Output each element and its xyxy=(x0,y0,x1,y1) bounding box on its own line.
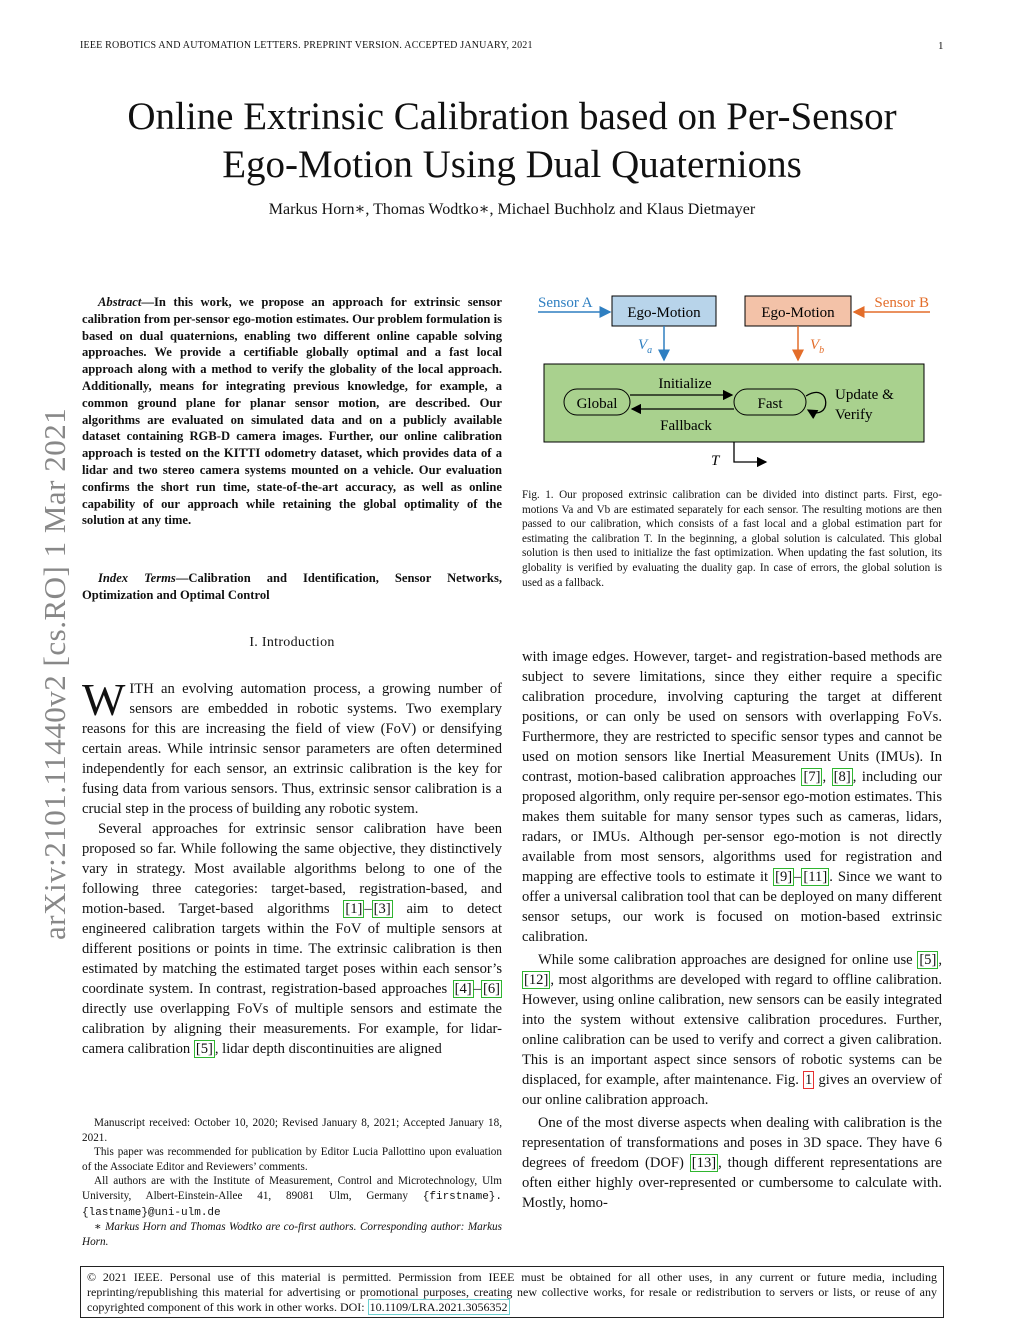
introduction-body xyxy=(82,674,502,1059)
figure-1-diagram xyxy=(520,288,940,476)
paper-title xyxy=(80,93,944,189)
intro-paragraph-1: ITH an evolving automation process, a growing number of sensors are embedded in robotic systems. Two exemplary reasons for this are increasing the field of view (FoV) or densifying certain areas. While intrinsic sensor parameters are often determined independently for each sensor, an extrinsic calibration is the key for fusing data from various sensors. Thus, extrinsic sensor calibration is a crucial step in the process of building any robotic system. xyxy=(82,681,502,817)
right-paragraph-2: While some calibration approaches are designed for online use [5] , [12] , most algorithms are developed with regard to offline calibration. However, using online calibration, new sensors can be easily integrated into the system without extensive calibration procedures. Further, online calibration can be used to verify and correct a given calibration. This is an important aspect since sensors of robotic systems can be displaced, for example, after maintenance. Fig. 1 gives an overview of our online calibration approach. xyxy=(522,952,942,1108)
footnotes xyxy=(82,1116,502,1249)
title-line-1: Online Extrinsic Calibration based on Per-Sensor xyxy=(127,95,897,138)
copyright-text: © 2021 IEEE. Personal use of this material is permitted. Permission from IEEE must be obtained for all other uses, in any current or future media, including reprinting/republishing this material for advertising or promotional purposes, creating new collective works, for resale or redistribution to servers or lists, or reuse of any copyrighted component of this work in other works. DOI: 10.1109/LRA.2021.3056352 xyxy=(87,1270,937,1314)
citation-link[interactable]: [7] xyxy=(803,769,821,785)
dropcap-letter: W xyxy=(82,674,126,725)
title-line-2: Ego-Motion Using Dual Quaternions xyxy=(222,143,802,186)
abstract-label: Abstract xyxy=(98,295,142,309)
figure-reference-link[interactable]: 1 xyxy=(805,1072,813,1088)
citation-link[interactable]: [5] xyxy=(919,952,937,968)
global-label: Global xyxy=(576,396,618,412)
ego-motion-a-label: Ego-Motion xyxy=(627,305,701,321)
citation-link[interactable]: [13] xyxy=(691,1155,717,1171)
arxiv-stamp: arXiv:2101.11440v2 [cs.RO] 1 Mar 2021 xyxy=(37,407,72,940)
abstract-text: —In this work, we propose an approach for extrinsic sensor calibration from per-sensor ego-motion estimates. Our problem formulation is based on dual quaternions, enabling two different online capable solving approaches. We provide a certifiable globally optimal and a fast local approach along with a method to verify the globality of the local approach. Additionally, means for integrating previous knowledge, for example, a common ground plane for planar sensor motion, are described. Our algorithms are evaluated on simulated data and on a publicly available dataset containing RGB-D camera images. Further, our online calibration approach is tested on the KITTI odometry dataset, which provides data of a lidar and two stereo camera systems mounted on a vehicle. Our evaluation confirms the short run time, state-of-the-art accuracy, as well as online capability of our approach while retaining the global optimality of the solution at any time. xyxy=(82,295,502,528)
citation-link[interactable]: [12] xyxy=(524,972,549,988)
fast-label: Fast xyxy=(757,396,783,412)
initialize-label: Initialize xyxy=(658,376,712,392)
t-output-arrow xyxy=(734,442,766,462)
footnote-received: Manuscript received: October 10, 2020; Revised January 8, 2021; Accepted January 18, 2021. xyxy=(82,1117,502,1144)
authors: Markus Horn∗, Thomas Wodtko∗, Michael Buchholz and Klaus Dietmayer xyxy=(268,201,756,218)
fallback-label: Fallback xyxy=(660,418,712,434)
index-terms-label: Index Terms xyxy=(98,571,176,585)
author-email: {firstname}.{lastname}@uni-ulm.de xyxy=(82,1190,502,1219)
index-terms-text: —Calibration and Identification, Sensor Networks, Optimization and Optimal Control xyxy=(82,571,502,602)
index-terms xyxy=(82,570,502,604)
section-heading-introduction: I. Introduction xyxy=(249,635,335,650)
footnote-affiliation: All authors are with the Institute of Measurement, Control and Microtechnology, Ulm University, Albert-Einstein-Allee 41, 89081 Ulm, Germany {firstname}.{lastname}@uni-ulm.de xyxy=(82,1175,502,1219)
citation-link[interactable]: [9] xyxy=(775,869,793,885)
update-label-line-2: Verify xyxy=(835,407,873,423)
sensor-a-label: Sensor A xyxy=(538,295,593,311)
citation-link[interactable]: [3] xyxy=(373,901,391,917)
right-column-body xyxy=(522,647,942,1213)
sensor-b-label: Sensor B xyxy=(874,295,929,311)
vb-label: $V_b$ xyxy=(810,337,825,356)
figure-1-caption: Fig. 1. Our proposed extrinsic calibration can be divided into distinct parts. First, ego-motions Va and Vb are estimated separately for each sensor. The resulting motions are then passed to our calibration, which consists of a fast local and a global estimation part for estimating the calibration T. In the beginning, a global solution is calculated. This global solution is then used to initialize the fast optimization. When updating the fast solution, its globality is verified by evaluating the duality gap. In case of errors, the global solution is used as a fallback. xyxy=(522,489,942,589)
citation-link[interactable]: [4] xyxy=(454,981,472,997)
va-label: $V_a$ xyxy=(638,337,653,356)
citation-link[interactable]: [8] xyxy=(833,769,851,785)
update-label-line-1: Update & xyxy=(835,387,894,403)
ego-motion-b-label: Ego-Motion xyxy=(761,305,835,321)
running-head: IEEE ROBOTICS AND AUTOMATION LETTERS. PREPRINT VERSION. ACCEPTED JANUARY, 2021 xyxy=(80,40,533,51)
abstract xyxy=(82,294,502,529)
right-paragraph-1: with image edges. However, target- and registration-based methods are subject to severe limitations, since they either require a specific calibration procedure, involving capturing the target at different positions, or can only be used on sensors with overlapping FoVs. Furthermore, they are restricted to specific sensor types and cannot be used on motion sensors like Inertial Measurement Units (IMUs). In contrast, motion-based calibration approaches [7] , [8] , including our proposed algorithm, only require per-sensor ego-motion estimates. This makes them suitable for many sensor types such as cameras, lidars, radars, or IMUs. Although per-sensor ego-motion is not directly available from most sensors, algorithms used for registration and mapping are effective tools to estimate it [9] – [11] . Since we want to offer a universal calibration tool that can be deployed on many different sensor setups, our work is focused on motion-based extrinsic calibration. xyxy=(522,649,942,945)
citation-link[interactable]: [5] xyxy=(195,1041,213,1057)
t-label: T xyxy=(711,453,720,469)
citation-link[interactable]: [1] xyxy=(345,901,363,917)
footnote-recommended: This paper was recommended for publication by Editor Lucia Pallottino upon evaluation of the Associate Editor and Reviewers’ comments. xyxy=(82,1146,502,1173)
citation-link[interactable]: [11] xyxy=(803,869,828,885)
page-number: 1 xyxy=(938,40,944,52)
doi-link[interactable]: 10.1109/LRA.2021.3056352 xyxy=(369,1300,508,1314)
copyright-notice-box xyxy=(80,1266,944,1318)
citation-link[interactable]: [6] xyxy=(482,981,500,997)
footnote-cofirst: ∗ Markus Horn and Thomas Wodtko are co-first authors. Corresponding author: Markus Horn. xyxy=(82,1221,502,1248)
intro-paragraph-2: Several approaches for extrinsic sensor calibration have been proposed so far. While following the same objective, they distinctively vary in strategy. Most available algorithms belong to one of the following three categories: target-based, registration-based, and motion-based. Target-based algorithms [1] – [3] aim to detect engineered calibration targets within the FoV of multiple sensors at different positions or points in time. The extrinsic calibration is then estimated by matching the estimated target poses within each sensor’s coordinate system. In contrast, registration-based approaches [4] – [6] directly use overlapping FoVs of multiple sensors and estimate the calibration by aligning their measurements. For example, for lidar-camera calibration [5] , lidar depth discontinuities are aligned xyxy=(82,821,502,1057)
right-paragraph-3: One of the most diverse aspects when dealing with calibration is the representation of transformations and poses in 3D space. They have 6 degrees of freedom (DOF) [13] , though different representations are often either highly over-represented or cumbersome to calculate with. Mostly, homo- xyxy=(522,1115,942,1211)
